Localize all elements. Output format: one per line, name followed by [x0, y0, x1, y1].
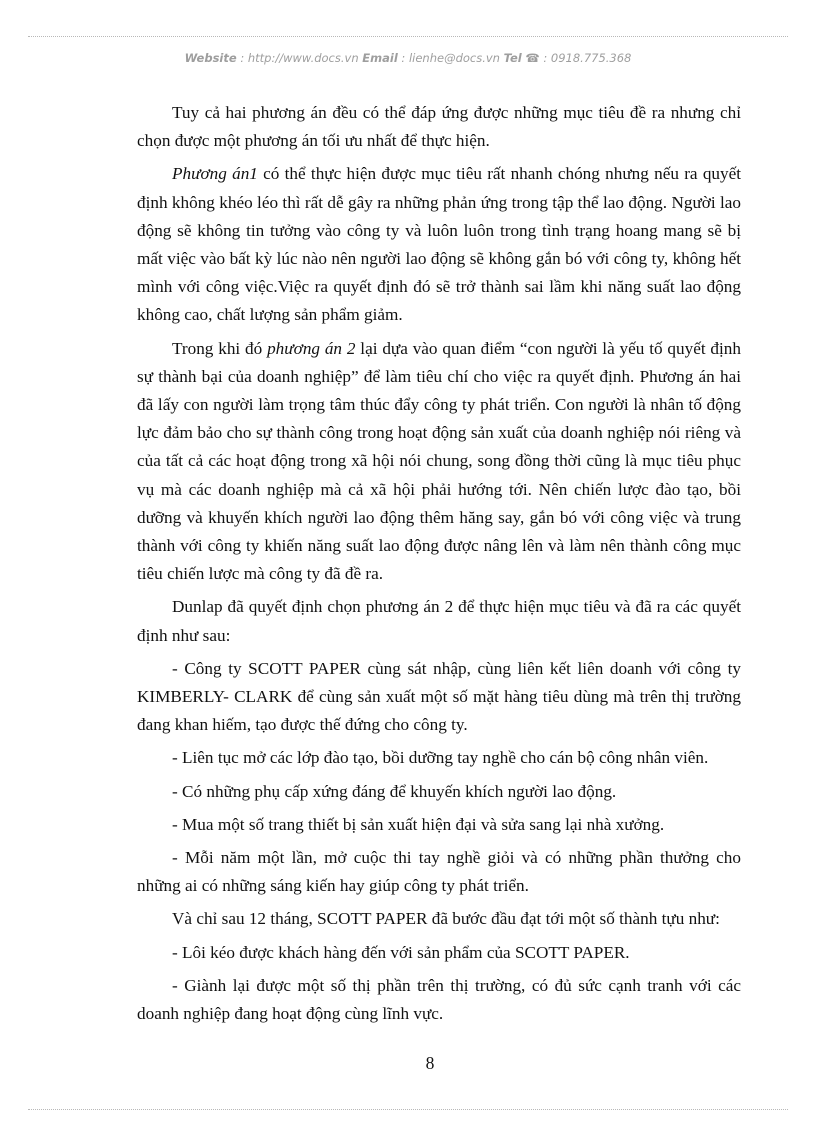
list-item-market-share: - Giành lại được một số thị phần trên thị trường, có đủ sức cạnh tranh với các doanh nghiệp đang hoạt động cùng lĩnh vực. [137, 975, 741, 1024]
paragraph-3 [137, 335, 741, 589]
paragraph-2-italic: Phương án1 [172, 164, 258, 184]
website-value: : http://www.docs.vn [236, 51, 363, 65]
page-number: 8 [425, 1053, 435, 1073]
paragraph-4: Dunlap đã quyết định chọn phương án 2 để thực hiện mục tiêu và đã ra các quyết định như sau: [137, 597, 741, 645]
paragraph-results: Và chỉ sau 12 tháng, SCOTT PAPER đã bước đầu đạt tới một số thành tựu như: [172, 909, 720, 929]
list-item-allowance: - Có những phụ cấp xứng đáng để khuyến khích người lao động. [172, 781, 617, 801]
email-value: : lienhe@docs.vn [397, 51, 504, 65]
header-divider [28, 36, 788, 37]
website-label: Website [184, 51, 237, 65]
tel-value: ☎ : 0918.775.368 [521, 51, 632, 65]
list-item-merger: - Công ty SCOTT PAPER cùng sát nhập, cùng liên kết liên doanh với công ty KIMBERLY- CLARK để cùng sản xuất một số mặt hàng tiêu dùng mà trên thị trường đang khan hiếm, tạo được thế đứng cho công ty. [137, 658, 741, 735]
list-item-customers: - Lôi kéo được khách hàng đến với sản phẩm của SCOTT PAPER. [172, 942, 630, 962]
footer-divider [28, 1109, 788, 1110]
paragraph-3-start: Trong khi đó [172, 338, 268, 358]
list-item-contest: - Mỗi năm một lần, mở cuộc thi tay nghề giỏi và có những phần thưởng cho những ai có những sáng kiến hay giúp công ty phát triển. [137, 848, 741, 896]
body-text [137, 99, 741, 1028]
tel-label: Tel [503, 51, 522, 65]
paragraph-2-text: có thể thực hiện được mục tiêu rất nhanh chóng nhưng nếu ra quyết định không khéo léo thì rất dễ gây ra những phản ứng trong tập thể lao động. Người lao động sẽ không tin tưởng vào công ty và luôn luôn trong tình trạng hoang mang sẽ bị mất việc vào bất kỳ lúc nào nên người lao động sẽ không gắn bó với công ty, không hết mình với công việc.Việc ra quyết định đó sẽ trở thành sai lầm khi năng suất lao động không cao, chất lượng sản phẩm giảm. [137, 164, 742, 325]
paragraph-3-italic: phương án 2 [267, 338, 356, 358]
email-label: Email [362, 51, 398, 65]
paragraph-1: Tuy cả hai phương án đều có thể đáp ứng được những mục tiêu đề ra nhưng chỉ chọn được một phương án tối ưu nhất để thực hiện. [137, 103, 741, 151]
paragraph-2 [137, 160, 741, 329]
list-item-training: - Liên tục mở các lớp đào tạo, bồi dưỡng tay nghề cho cán bộ công nhân viên. [172, 748, 709, 768]
paragraph-3-text: lại dựa vào quan điểm “con người là yếu tố quyết định sự thành bại của doanh nghiệp” để làm tiêu chí cho việc ra quyết định. Phương án hai đã lấy con người làm trọng tâm thúc đẩy công ty phát triển. Con người là nhân tố động lực đảm bảo cho sự thành công trong hoạt động sản xuất của doanh nghiệp nói riêng và của tất cả các hoạt động trong xã hội nói chung, song đồng thời cũng là mục tiêu phục vụ mà các doanh nghiệp mà cả xã hội phải hướng tới. Nên chiến lược đào tạo, bồi dưỡng và khuyến khích người lao động thêm hăng say, gắn bó với công việc và trung thành với công ty khiến năng suất lao động được nâng lên và làm nên thành công mục tiêu chiến lược mà công ty đã đề ra. [137, 338, 741, 584]
page-header [0, 51, 816, 65]
list-item-equipment: - Mua một số trang thiết bị sản xuất hiện đại và sửa sang lại nhà xưởng. [172, 814, 665, 834]
